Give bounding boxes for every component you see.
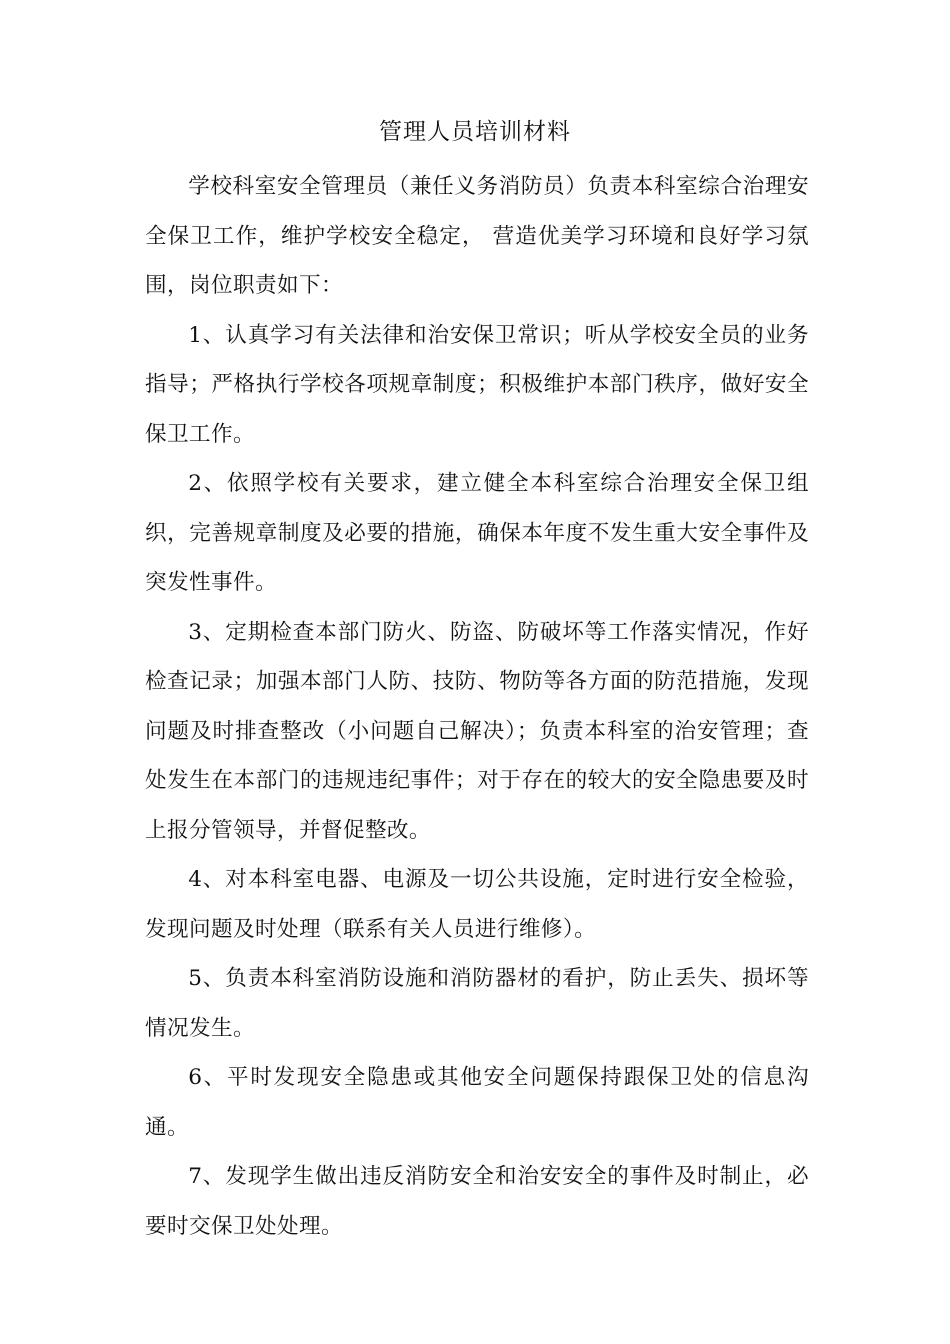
duty-item-3: 3、定期检查本部门防火、防盗、防破坏等工作落实情况，作好检查记录；加强本部门人防、技防、物防等各方面的防范措施，发现问题及时排查整改（小问题自己解决）；负责本科室的治安管理；查处发生在本部门的违规违纪事件；对于存在的较大的安全隐患要及时上报分管领导，并督促整改。 xyxy=(145,619,809,843)
duty-item-1: 1、认真学习有关法律和治安保卫常识；听从学校安全员的业务指导；严格执行学校各项规章制度；积极维护本部门秩序，做好安全保卫工作。 xyxy=(145,322,809,447)
duty-item-6: 6、平时发现安全隐患或其他安全问题保持跟保卫处的信息沟通。 xyxy=(145,1065,809,1140)
intro-paragraph: 学校科室安全管理员（兼任义务消防员）负责本科室综合治理安全保卫工作，维护学校安全稳定， 营造优美学习环境和良好学习氛围，岗位职责如下： xyxy=(145,174,809,298)
duty-item-2: 2、依照学校有关要求，建立健全本科室综合治理安全保卫组织，完善规章制度及必要的措施，确保本年度不发生重大安全事件及突发性事件。 xyxy=(145,471,809,595)
duty-item-5: 5、负责本科室消防设施和消防器材的看护，防止丢失、损坏等情况发生。 xyxy=(145,966,809,1041)
document-body xyxy=(145,162,809,1251)
duty-item-7: 7、发现学生做出违反消防安全和治安安全的事件及时制止，必要时交保卫处处理。 xyxy=(145,1164,809,1239)
document-title: 管理人员培训材料 xyxy=(379,119,571,145)
duty-item-4: 4、对本科室电器、电源及一切公共设施，定时进行安全检验，发现问题及时处理（联系有关人员进行维修）。 xyxy=(145,867,809,942)
